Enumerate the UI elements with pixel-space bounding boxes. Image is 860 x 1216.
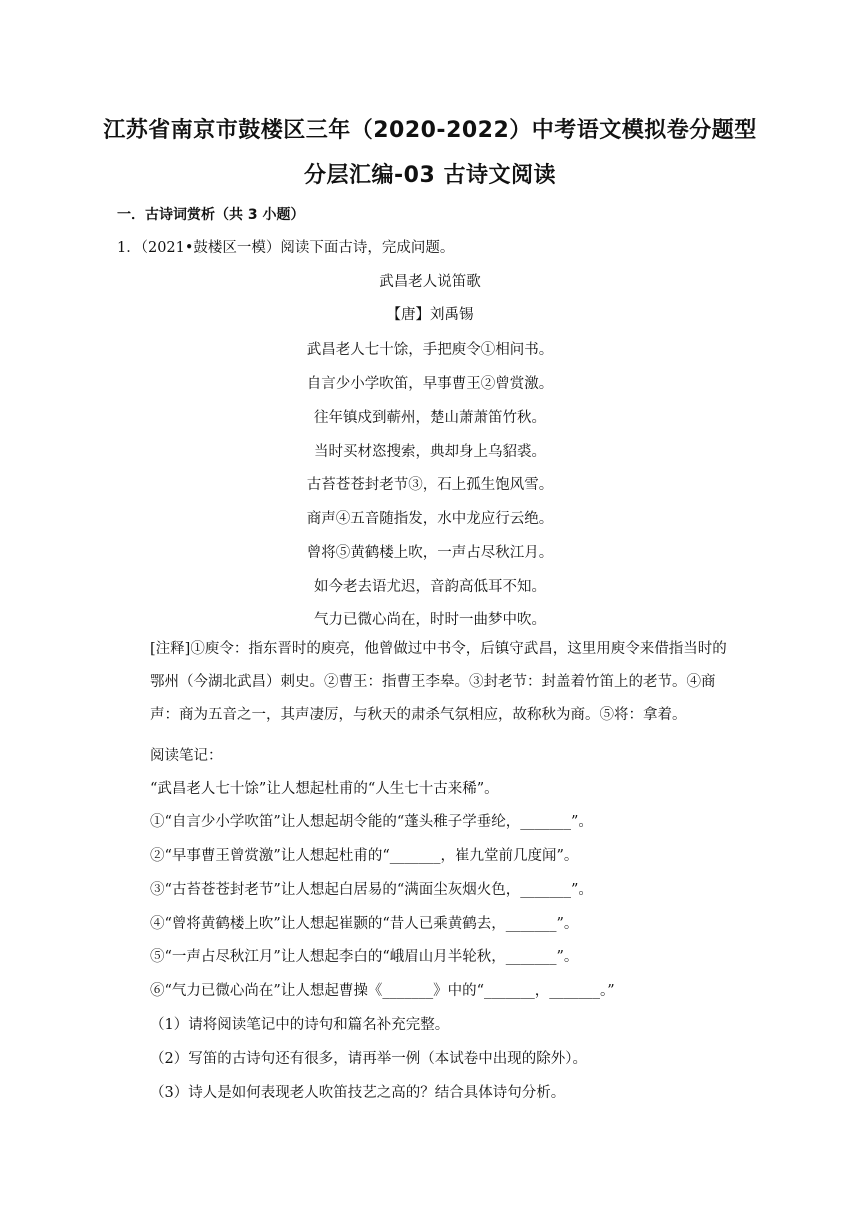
- sub-question: （1）请将阅读笔记中的诗句和篇名补充完整。: [150, 1017, 450, 1033]
- reading-note: ③“古苔苍苍封老节”让人想起白居易的“满面尘灰烟火色，_______”。: [150, 882, 593, 898]
- sub-question: （2）写笛的古诗句还有很多，请再举一例（本试卷中出现的除外）。: [150, 1051, 587, 1067]
- poem-line: 当时买材恣搜索，典却身上乌貂裘。: [314, 444, 546, 460]
- reading-note: ⑥“气力已微心尚在”让人想起曹操《_______》中的“_______，_______。”: [150, 983, 615, 999]
- reading-note: ⑤“一声占尽秋江月”让人想起李白的“峨眉山月半轮秋，_______”。: [150, 949, 579, 965]
- poem-title: 武昌老人说笛歌: [379, 274, 481, 290]
- poem-line: 气力已微心尚在，时时一曲梦中吹。: [314, 612, 546, 628]
- poem-line: 古苔苍苍封老节③，石上孤生饱风雪。: [306, 477, 554, 493]
- question-intro: 1．（2021•鼓楼区一模）阅读下面古诗，完成问题。: [117, 240, 455, 256]
- poem-line: 自言少小学吹笛，早事曹王②曾赏激。: [306, 376, 554, 392]
- poem-line: 武昌老人七十馀，手把庾令①相问书。: [306, 342, 554, 358]
- document-title-line2: 分层汇编-03 古诗文阅读: [304, 163, 556, 188]
- reading-note: ④“曾将黄鹤楼上吹”让人想起崔颢的“昔人已乘黄鹤去，_______”。: [150, 916, 579, 932]
- section-heading: 一．古诗词赏析（共 3 小题）: [117, 207, 305, 223]
- sub-question: （3）诗人是如何表现老人吹笛技艺之高的？结合具体诗句分析。: [150, 1085, 566, 1101]
- poem-author: 【唐】刘禹锡: [386, 307, 474, 323]
- annotation-notes: [注释]①庾令：指东晋时的庾亮，他曾做过中书令，后镇守武昌，这里用庾令来借指当时的鄂州（今湖北武昌）刺史。②曹王：指曹王李皋。③封老节：封盖着竹笛上的老节。④商声：商为五音之一，其声凄厉，与秋天的肃杀气氛相应，故称秋为商。⑤将：拿着。: [150, 641, 727, 723]
- poem-line: 曾将⑤黄鹤楼上吹，一声占尽秋江月。: [306, 545, 554, 561]
- poem-line: 商声④五音随指发，水中龙应行云绝。: [306, 511, 554, 527]
- poem-line: 如今老去语尤迟，音韵高低耳不知。: [314, 579, 546, 595]
- reading-note: ①“自言少小学吹笛”让人想起胡令能的“蓬头稚子学垂纶，_______”。: [150, 814, 593, 830]
- poem-line: 往年镇戍到蕲州，楚山萧萧笛竹秋。: [314, 410, 546, 426]
- reading-note: ②“早事曹王曾赏激”让人想起杜甫的“_______，崔九堂前几度闻”。: [150, 848, 579, 864]
- document-title-line1: 江苏省南京市鼓楼区三年（2020-2022）中考语文模拟卷分题型: [103, 118, 757, 143]
- reading-note: “武昌老人七十馀”让人想起杜甫的“人生七十古来稀”。: [150, 781, 499, 797]
- reading-notes-label: 阅读笔记：: [150, 748, 223, 764]
